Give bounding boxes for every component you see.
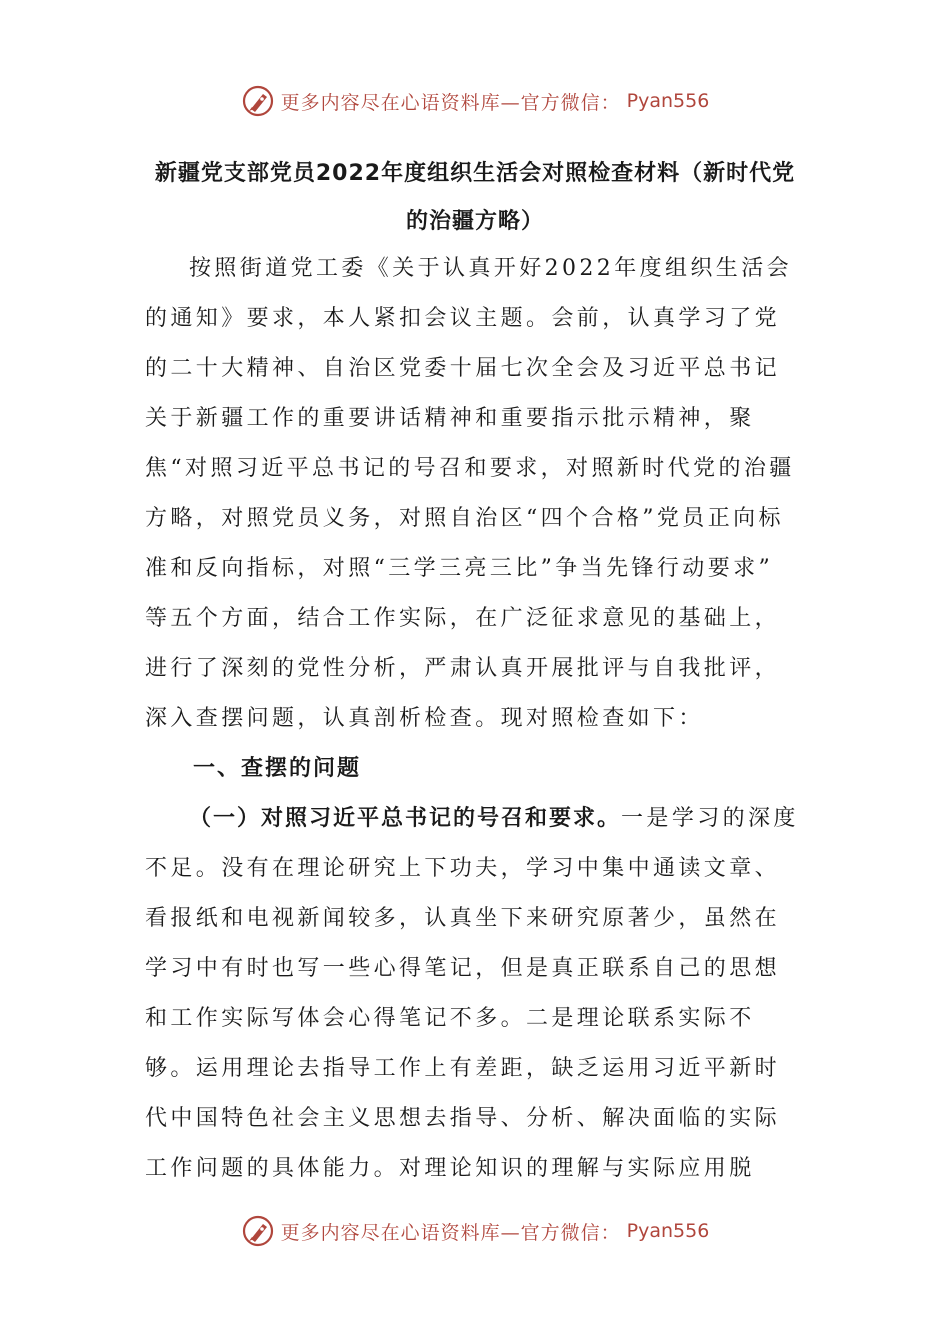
- subsection-paragraph: [145, 794, 805, 1194]
- intro-paragraph: 按照街道党工委《关于认真开好2022年度组织生活会的通知》要求，本人紧扣会议主题。会前，认真学习了党的二十大精神、自治区党委十届七次全会及习近平总书记关于新疆工作的重要讲话精神和重要指示批示精神，聚焦“对照习近平总书记的号召和要求，对照新时代党的治疆方略，对照党员义务，对照自治区“四个合格”党员正向标准和反向指标，对照“三学三亮三比”争当先锋行动要求” 等五个方面，结合工作实际，在广泛征求意见的基础上，进行了深刻的党性分析，严肃认真开展批评与自我批评，深入查摆问题，认真剖析检查。现对照检查如下：: [145, 256, 795, 731]
- section-heading: 一、查摆的问题: [193, 756, 362, 781]
- subsection-lead: （一）对照习近平总书记的号召和要求。: [189, 806, 622, 831]
- subsection-body: 一是学习的深度不足。没有在理论研究上下功夫，学习中集中通读文章、看报纸和电视新闻较多，认真坐下来研究原著少，虽然在学习中有时也写一些心得笔记，但是真正联系自己的思想和工作实际写体会心得笔记不多。二是理论联系实际不够。运用理论去指导工作上有差距，缺乏运用习近平新时代中国特色社会主义思想去指导、分析、解决面临的实际工作问题的具体能力。对理论知识的理解与实际应用脱: [145, 806, 799, 1181]
- watermark-wechat-id: Pyan556: [626, 90, 710, 112]
- pen-nib-logo-icon: [241, 1214, 275, 1248]
- document-body: [145, 244, 805, 1194]
- watermark-text: 更多内容尽在心语资料库—官方微信：: [280, 91, 621, 114]
- document-title: 新疆党支部党员2022年度组织生活会对照检查材料（新时代党的治疆方略）: [154, 161, 796, 234]
- pen-nib-logo-icon: [241, 84, 275, 118]
- watermark-banner-bottom: [0, 1214, 950, 1248]
- watermark-wechat-id: Pyan556: [626, 1220, 710, 1242]
- watermark-banner-top: [0, 84, 950, 118]
- watermark-text: 更多内容尽在心语资料库—官方微信：: [280, 1221, 621, 1244]
